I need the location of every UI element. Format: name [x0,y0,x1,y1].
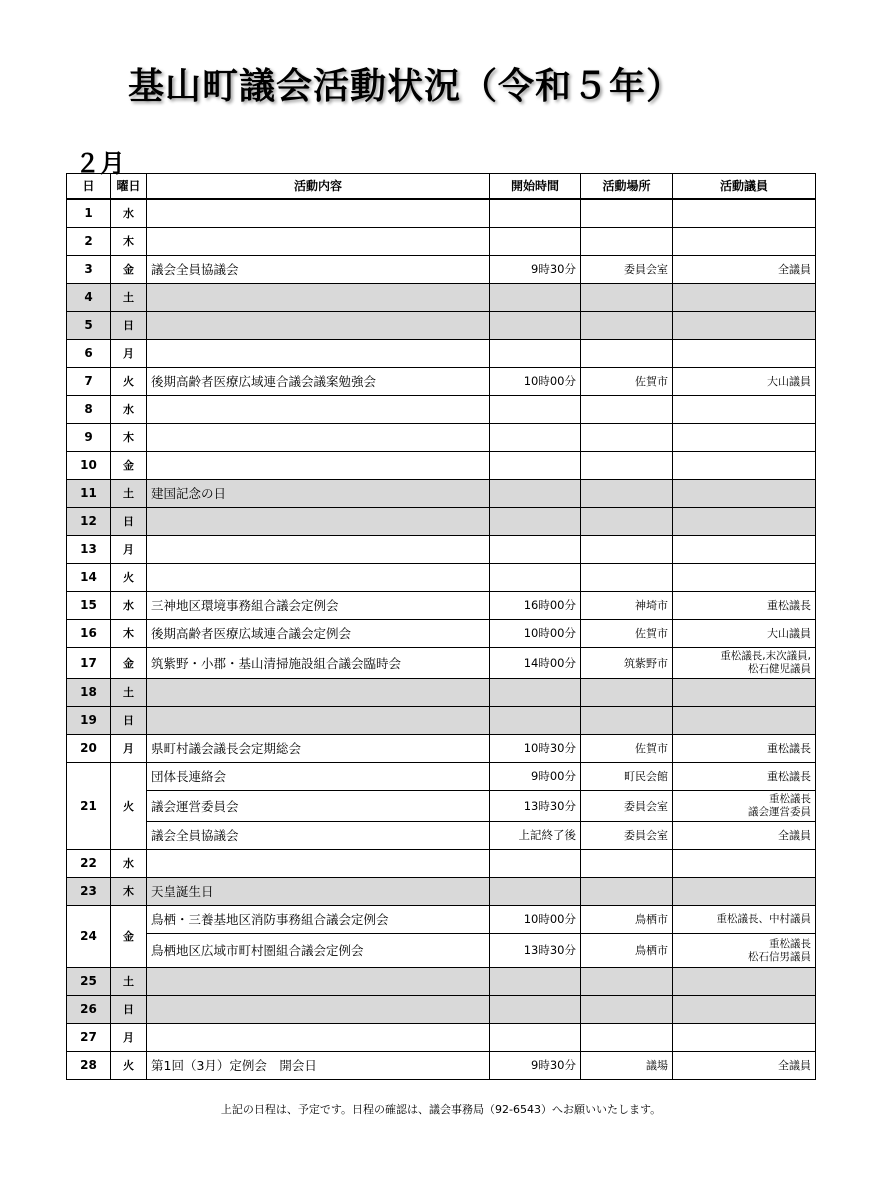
time-cell [490,996,581,1024]
place-cell: 委員会室 [581,822,673,850]
time-cell [490,452,581,480]
content-cell: 鳥栖地区広域市町村圏組合議会定例会 [147,934,490,968]
table-row [67,906,816,934]
day-cell: 21 [67,763,111,850]
weekday-cell: 水 [111,850,147,878]
place-cell [581,452,673,480]
member-cell [673,564,816,592]
table-row [67,480,816,508]
table-row [67,822,816,850]
member-cell [673,1024,816,1052]
day-cell: 14 [67,564,111,592]
member-cell [673,850,816,878]
place-cell: 佐賀市 [581,620,673,648]
weekday-cell: 日 [111,312,147,340]
content-cell [147,968,490,996]
time-cell: 10時00分 [490,368,581,396]
member-cell [673,536,816,564]
time-cell [490,508,581,536]
member-line: 松石信男議員 [748,950,811,963]
table-row [67,707,816,735]
day-cell: 5 [67,312,111,340]
table-row [67,284,816,312]
time-cell [490,878,581,906]
table-row [67,536,816,564]
content-cell [147,996,490,1024]
weekday-cell: 火 [111,368,147,396]
header-weekday: 曜日 [111,174,147,200]
table-row [67,620,816,648]
table-row [67,968,816,996]
member-cell [673,996,816,1024]
place-cell [581,199,673,228]
day-cell: 26 [67,996,111,1024]
weekday-cell: 月 [111,536,147,564]
weekday-cell: 月 [111,735,147,763]
weekday-cell: 水 [111,396,147,424]
content-cell [147,707,490,735]
time-cell: 13時30分 [490,934,581,968]
day-cell: 9 [67,424,111,452]
weekday-cell: 火 [111,1052,147,1080]
place-cell [581,707,673,735]
table-row [67,199,816,228]
weekday-cell: 日 [111,707,147,735]
member-cell [673,199,816,228]
member-cell: 大山議員 [673,368,816,396]
weekday-cell: 火 [111,564,147,592]
member-cell [673,424,816,452]
day-cell: 11 [67,480,111,508]
member-cell [673,312,816,340]
member-cell [673,452,816,480]
weekday-cell: 日 [111,508,147,536]
weekday-cell: 木 [111,620,147,648]
content-cell: 議会全員協議会 [147,256,490,284]
place-cell [581,564,673,592]
weekday-cell: 土 [111,679,147,707]
table-row [67,564,816,592]
weekday-cell: 金 [111,906,147,968]
place-cell [581,424,673,452]
time-cell: 9時30分 [490,1052,581,1080]
day-cell: 12 [67,508,111,536]
table-row [67,340,816,368]
day-cell: 13 [67,536,111,564]
table-row [67,256,816,284]
member-cell [673,679,816,707]
member-cell: 全議員 [673,256,816,284]
table-row [67,592,816,620]
content-cell: 議会運営委員会 [147,791,490,822]
content-cell: 県町村議会議長会定期総会 [147,735,490,763]
time-cell [490,480,581,508]
time-cell: 9時00分 [490,763,581,791]
day-cell: 10 [67,452,111,480]
time-cell [490,340,581,368]
time-cell [490,228,581,256]
member-cell: 重松議長 [673,735,816,763]
table-row [67,735,816,763]
content-cell [147,396,490,424]
content-cell: 団体長連絡会 [147,763,490,791]
member-line: 重松議長 [769,937,811,950]
member-cell [673,228,816,256]
time-cell [490,679,581,707]
content-cell: 後期高齢者医療広域連合議会議案勉強会 [147,368,490,396]
content-cell: 議会全員協議会 [147,822,490,850]
place-cell: 町民会館 [581,763,673,791]
day-cell: 17 [67,648,111,679]
content-cell [147,452,490,480]
place-cell [581,228,673,256]
member-cell [673,707,816,735]
table-row [67,934,816,968]
place-cell: 佐賀市 [581,368,673,396]
content-cell [147,1024,490,1052]
place-cell [581,996,673,1024]
member-line: 議会運営委員 [748,806,811,818]
day-cell: 28 [67,1052,111,1080]
weekday-cell: 水 [111,199,147,228]
place-cell [581,340,673,368]
place-cell [581,679,673,707]
table-row [67,791,816,822]
place-cell [581,1024,673,1052]
time-cell [490,199,581,228]
weekday-cell: 月 [111,1024,147,1052]
table-row [67,878,816,906]
time-cell [490,707,581,735]
content-cell: 鳥栖・三養基地区消防事務組合議会定例会 [147,906,490,934]
time-cell [490,850,581,878]
time-cell [490,284,581,312]
weekday-cell: 火 [111,763,147,850]
content-cell: 筑紫野・小郡・基山清掃施設組合議会臨時会 [147,648,490,679]
table-row [67,228,816,256]
content-cell [147,536,490,564]
day-cell: 7 [67,368,111,396]
place-cell: 鳥栖市 [581,934,673,968]
member-cell [673,878,816,906]
content-cell [147,340,490,368]
place-cell: 佐賀市 [581,735,673,763]
table-row [67,312,816,340]
header-place: 活動場所 [581,174,673,200]
content-cell [147,679,490,707]
content-cell [147,199,490,228]
header-day: 日 [67,174,111,200]
table-row [67,368,816,396]
member-cell: 全議員 [673,822,816,850]
member-cell [673,934,816,968]
time-cell: 13時30分 [490,791,581,822]
weekday-cell: 木 [111,424,147,452]
header-content: 活動内容 [147,174,490,200]
place-cell [581,312,673,340]
place-cell: 委員会室 [581,791,673,822]
time-cell [490,424,581,452]
member-cell [673,648,816,679]
place-cell [581,480,673,508]
page-title: 基山町議会活動状況（令和５年） [128,66,684,107]
day-cell: 6 [67,340,111,368]
day-cell: 24 [67,906,111,968]
time-cell: 14時00分 [490,648,581,679]
place-cell [581,536,673,564]
place-cell [581,850,673,878]
table-row [67,763,816,791]
weekday-cell: 金 [111,256,147,284]
day-cell: 19 [67,707,111,735]
member-cell: 大山議員 [673,620,816,648]
schedule-table [66,173,816,1080]
time-cell [490,1024,581,1052]
content-cell: 後期高齢者医療広域連合議会定例会 [147,620,490,648]
day-cell: 22 [67,850,111,878]
place-cell [581,284,673,312]
content-cell [147,850,490,878]
member-cell [673,791,816,822]
weekday-cell: 金 [111,648,147,679]
content-cell: 建国記念の日 [147,480,490,508]
footer-note: 上記の日程は、予定です。日程の確認は、議会事務局（92-6543）へお願いいたします。 [220,1103,662,1116]
member-cell [673,480,816,508]
place-cell [581,878,673,906]
day-cell: 4 [67,284,111,312]
member-cell: 全議員 [673,1052,816,1080]
header-time: 開始時間 [490,174,581,200]
time-cell: 10時00分 [490,620,581,648]
weekday-cell: 水 [111,592,147,620]
day-cell: 18 [67,679,111,707]
member-line: 重松議長,末次議員, [720,650,811,662]
member-cell [673,968,816,996]
day-cell: 20 [67,735,111,763]
day-cell: 3 [67,256,111,284]
place-cell: 議場 [581,1052,673,1080]
table-row [67,1052,816,1080]
table-row [67,508,816,536]
time-cell [490,536,581,564]
weekday-cell: 月 [111,340,147,368]
place-cell: 鳥栖市 [581,906,673,934]
member-cell: 重松議長 [673,763,816,791]
time-cell: 16時00分 [490,592,581,620]
day-cell: 23 [67,878,111,906]
weekday-cell: 土 [111,968,147,996]
time-cell: 上記終了後 [490,822,581,850]
time-cell [490,396,581,424]
table-row [67,424,816,452]
content-cell [147,424,490,452]
table-row [67,1024,816,1052]
day-cell: 15 [67,592,111,620]
weekday-cell: 木 [111,228,147,256]
content-cell: 天皇誕生日 [147,878,490,906]
day-cell: 8 [67,396,111,424]
place-cell: 委員会室 [581,256,673,284]
member-cell [673,508,816,536]
content-cell [147,564,490,592]
month-heading: ２月 [75,149,126,178]
time-cell [490,312,581,340]
table-row [67,996,816,1024]
member-cell: 重松議長、中村議員 [673,906,816,934]
place-cell [581,968,673,996]
weekday-cell: 木 [111,878,147,906]
member-cell [673,284,816,312]
table-row [67,850,816,878]
content-cell: 第1回（3月）定例会 開会日 [147,1052,490,1080]
table-row [67,648,816,679]
time-cell [490,968,581,996]
day-cell: 25 [67,968,111,996]
member-line: 重松議長 [769,793,811,805]
member-cell [673,340,816,368]
header-member: 活動議員 [673,174,816,200]
member-cell: 重松議長 [673,592,816,620]
content-cell [147,228,490,256]
day-cell: 1 [67,199,111,228]
member-line: 松石健児議員 [748,663,811,675]
weekday-cell: 土 [111,480,147,508]
day-cell: 16 [67,620,111,648]
place-cell [581,396,673,424]
place-cell [581,508,673,536]
table-row [67,452,816,480]
time-cell: 9時30分 [490,256,581,284]
weekday-cell: 日 [111,996,147,1024]
weekday-cell: 金 [111,452,147,480]
content-cell [147,284,490,312]
day-cell: 2 [67,228,111,256]
time-cell: 10時30分 [490,735,581,763]
content-cell [147,312,490,340]
content-cell: 三神地区環境事務組合議会定例会 [147,592,490,620]
content-cell [147,508,490,536]
time-cell [490,564,581,592]
table-header-row [67,174,816,200]
day-cell: 27 [67,1024,111,1052]
member-cell [673,396,816,424]
table-row [67,396,816,424]
time-cell: 10時00分 [490,906,581,934]
table-row [67,679,816,707]
weekday-cell: 土 [111,284,147,312]
place-cell: 筑紫野市 [581,648,673,679]
place-cell: 神埼市 [581,592,673,620]
